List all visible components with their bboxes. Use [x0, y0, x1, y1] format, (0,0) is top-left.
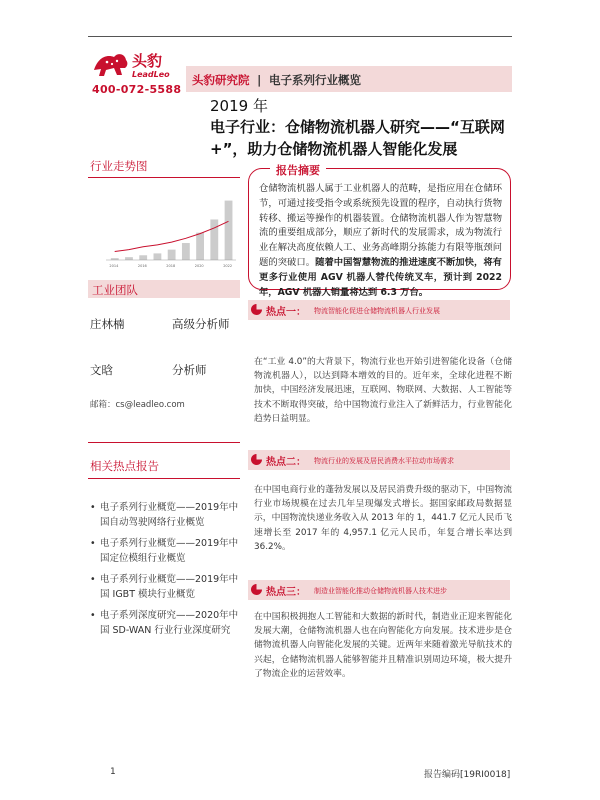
chart-tick-label: 2016: [137, 264, 147, 268]
related-top-rule: [88, 442, 240, 443]
header-breadcrumb: [192, 72, 361, 88]
chart-bar: [168, 250, 176, 260]
trend-section-label: 行业走势图: [90, 159, 148, 173]
chart-bar: [111, 258, 119, 260]
related-report-item[interactable]: • 电子系列行业概览——2019年中国定位模组行业概览: [90, 538, 239, 564]
chart-bar: [182, 243, 190, 260]
analyst-name: 庄林楠: [90, 317, 125, 331]
summary-text: [259, 182, 502, 300]
analyst-role: 分析师: [172, 363, 207, 377]
related-bottom-rule: [88, 478, 240, 479]
logo: [92, 48, 182, 88]
hotspot-body: 在中国积极拥抱人工智能和大数据的新时代，制造业正迎来智能化发展大潮，仓储物流机器人也在向智能化方向发展。技术进步是仓储物流机器人向智能化发展的关键。近两年来随着激光导航技术的兴起，仓储物流机器人能够智能并且精准识别周边环境，极大提升了物流企业的运营效率。: [254, 612, 512, 679]
report-code: 报告编码[19RI0018]: [424, 770, 511, 780]
trend-chart: [90, 188, 240, 270]
related-report-item[interactable]: • 电子系列行业概览——2019年中国 IGBT 模块行业概览: [90, 574, 239, 600]
logo-subtext: LeadLeo: [132, 70, 170, 79]
hotspot-label: 热点二：: [266, 457, 306, 468]
bullet-icon: •: [90, 538, 96, 549]
hotspot-body: 在中国电商行业的蓬勃发展以及居民消费升级的驱动下，中国物流行业市场规模在过去几年呈现爆发式增长。据国家邮政局数据显示，中国物流快递业务收入从 2013 年的 1，441.7 亿元人民币飞速增长至 2017 年的 4,957.1 亿元人民币，年复合增长率达到 36.2%。: [254, 485, 512, 552]
hotspot-subtitle: 制造业智能化推动仓储物流机器人技术进步: [314, 587, 447, 595]
breadcrumb-separator: |: [257, 73, 262, 87]
related-report-item[interactable]: • 电子系列深度研究——2020年中国 SD-WAN 行业行业深度研究: [90, 610, 239, 636]
related-section-label: 相关热点报告: [90, 459, 159, 473]
summary-box: [248, 168, 511, 298]
analyst-name: 文晗: [90, 363, 113, 377]
bullet-icon: •: [90, 610, 96, 621]
chart-bar: [125, 257, 133, 260]
related-report-list: [90, 500, 240, 644]
page-number: 1: [110, 767, 116, 777]
related-report-item[interactable]: • 电子系列行业概览——2019年中国自动驾驶网络行业概览: [90, 502, 239, 528]
chart-tick-label: 2022: [223, 264, 233, 268]
hotspot-icon: [250, 303, 263, 316]
chart-tick-label: 2014: [109, 264, 119, 268]
chart-bar: [154, 253, 162, 260]
institute-name: 头豹研究院: [192, 73, 250, 87]
chart-bar: [210, 219, 218, 260]
chart-bar: [196, 233, 204, 260]
contact-email[interactable]: 邮箱：cs@leadleo.com: [90, 400, 185, 410]
hotspot-label: 热点三：: [266, 587, 306, 598]
phone-number: 400-072-5588: [92, 83, 182, 96]
trend-section-rule: [88, 177, 240, 178]
logo-text: 头豹: [132, 52, 163, 70]
series-name: 电子系列行业概览: [269, 73, 362, 87]
analyst-role: 高级分析师: [172, 317, 230, 331]
chart-bar: [225, 201, 233, 260]
team-section-label: 工业团队: [92, 283, 138, 297]
top-rule: [88, 36, 512, 37]
leopard-logo-icon: [92, 48, 182, 82]
hotspot-icon: [250, 453, 263, 466]
hotspot-icon: [250, 583, 263, 596]
summary-body: 仓储物流机器人属于工业机器人的范畴，是指应用在仓储环节，可通过接受指令或系统预先设置的程序，自动执行货物转移、搬运等操作的机器装置。仓储物流机器人作为智慧物流的重要组成部分，顺应了新时代的发展需求，成为物流行业在解决高度依赖人工、业务高峰期分拣能力有限等瓶颈问题的突破口。: [259, 183, 502, 268]
chart-tick-group: [109, 264, 232, 268]
chart-tick-label: 2018: [166, 264, 176, 268]
report-year: 2019 年: [210, 97, 268, 115]
chart-tick-label: 2020: [194, 264, 204, 268]
hotspot-subtitle: 物流行业的发展及居民消费水平拉动市场需求: [314, 457, 454, 465]
hotspot-label: 热点一：: [266, 307, 306, 318]
bullet-icon: •: [90, 502, 96, 513]
bullet-icon: •: [90, 574, 96, 585]
report-title: 电子行业：仓储物流机器人研究——“互联网+”，助力仓储物流机器人智能化发展: [210, 118, 505, 158]
summary-highlight: 随着中国智慧物流的推进速度不断加快，将有更多行业使用 AGV 机器人替代传统叉车，预计到 2022 年，AGV 机器人销量将达到 6.3 万台。: [259, 256, 502, 298]
chart-bar-group: [111, 201, 233, 260]
chart-bar: [139, 255, 147, 260]
hotspot-subtitle: 物流智能化促进仓储物流机器人行业发展: [314, 307, 440, 315]
summary-tag: 报告摘要: [270, 162, 326, 178]
hotspot-body: 在“工业 4.0”的大背景下，物流行业也开始引进智能化设备（仓储物流机器人），以达到降本增效的目的。近年来，全球化进程不断加快，中国经济发展迅速，互联网、物联网、大数据、人工智能等技术不断取得突破，给中国物流行业注入了新鲜活力，行业智能化趋势日益明显。: [254, 357, 512, 424]
